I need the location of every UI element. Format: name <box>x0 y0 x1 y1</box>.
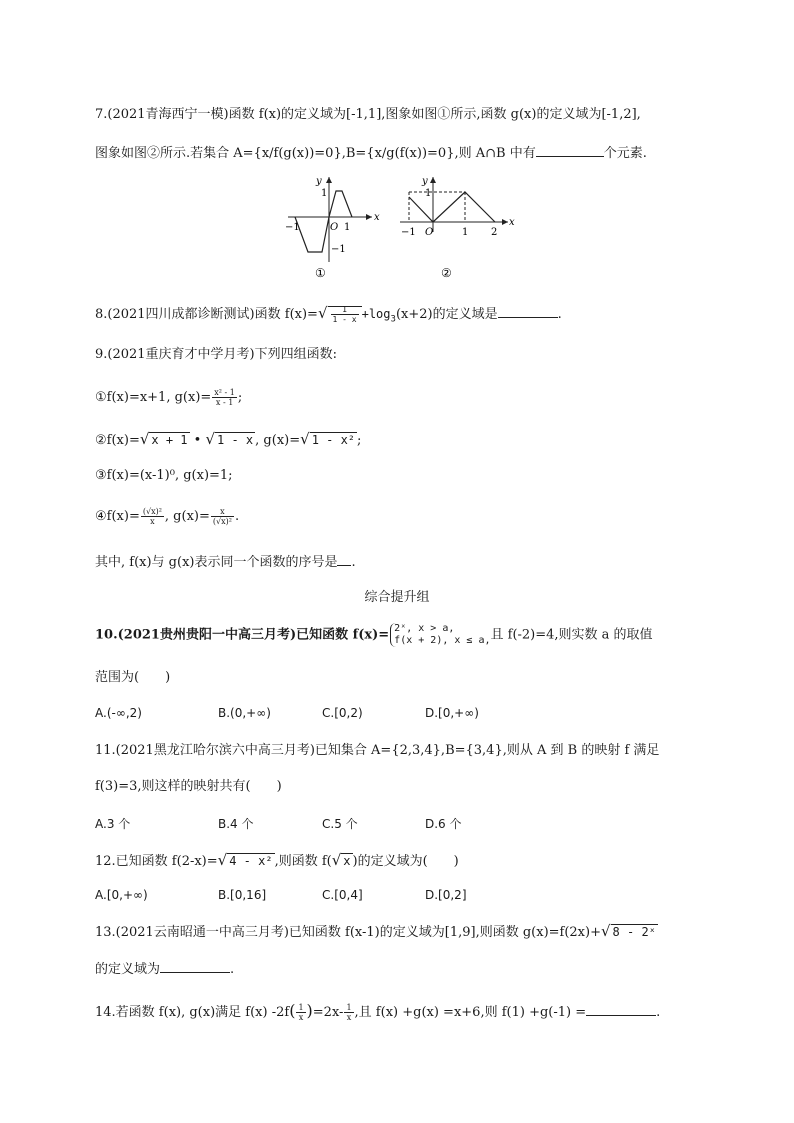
q10-line1 <box>95 623 653 647</box>
q9-item2-rad3: 1 - x² <box>311 433 356 447</box>
figure-2 <box>396 172 516 282</box>
q9-item4-den2: (√x)² <box>212 517 232 526</box>
fig1-neg1-x: −1 <box>285 222 300 233</box>
q12-text2: ,则函数 f( <box>274 854 332 869</box>
fig1-y-arrow <box>326 177 332 183</box>
q12-rad: 4 - x² <box>229 854 273 868</box>
q9-item4-g: , g(x)= <box>164 509 210 524</box>
q9-item4-end: . <box>234 509 240 524</box>
q7-answer-blank <box>536 142 604 157</box>
q14-frac1 <box>296 1003 305 1022</box>
q14-frac1-den: x <box>298 1013 304 1022</box>
q11-choice-a[interactable]: A.3 个 <box>95 817 131 831</box>
figure-1 <box>282 172 382 282</box>
fig2-x-arrow <box>502 219 508 225</box>
q11-choice-b[interactable]: B.4 个 <box>218 817 254 831</box>
fig2-caption: ② <box>441 266 452 280</box>
q9-item1-text: ①f(x)=x+1, g(x)= <box>95 390 212 405</box>
q8-log-arg: (x+2)的定义域是 <box>395 307 498 322</box>
fig2-y-label: y <box>422 176 428 187</box>
q13-line2 <box>95 958 234 979</box>
q9-item1-den: x - 1 <box>215 398 234 407</box>
q8-sqrt: √ $\frac{1}{1 - x}$ <box>318 304 362 324</box>
fig1-one-y: 1 <box>321 188 328 199</box>
q10-piecewise <box>390 623 490 647</box>
q9-item4-text: ④f(x)= <box>95 509 140 524</box>
q9-item2-end: ; <box>357 433 362 448</box>
fig2-neg1-x: −1 <box>401 227 416 238</box>
q12-text3: )的定义域为( ) <box>352 854 459 869</box>
section-heading: 综合提升组 <box>364 590 430 605</box>
fig2-x-label: x <box>509 217 515 228</box>
q14-text3: ,且 f(x) +g(x) =x+6,则 f(1) +g(-1) = <box>354 1005 587 1020</box>
q10-choice-d[interactable]: D.[0,+∞) <box>425 706 479 720</box>
q14-answer-blank <box>586 1001 656 1016</box>
q14-line <box>95 1001 660 1022</box>
q9-item1 <box>95 388 242 407</box>
q13-line1 <box>95 922 658 942</box>
fig1-y-label: y <box>316 176 322 187</box>
q12-choice-d[interactable]: D.[0,2] <box>425 888 467 902</box>
q12-choice-a[interactable]: A.[0,+∞) <box>95 888 148 902</box>
q11-line1: 11.(2021黑龙江哈尔滨六中高三月考)已知集合 A={2,3,4},B={3,4},则从 A 到 B 的映射 f 满足 <box>95 743 660 758</box>
q10-line2: 范围为( ) <box>95 670 171 685</box>
q8-answer-blank <box>498 303 558 318</box>
fig1-origin: O <box>330 222 339 233</box>
q11-choice-c[interactable]: C.5 个 <box>322 817 358 831</box>
q9-item4-num1: (√x)² <box>142 507 162 516</box>
q11-line2: f(3)=3,则这样的映射共有( ) <box>95 779 282 794</box>
q14-end: . <box>656 1005 661 1020</box>
q14-frac2-den: x <box>346 1013 352 1022</box>
q11-choice-d[interactable]: D.6 个 <box>425 817 462 831</box>
q9-item1-frac <box>212 388 237 407</box>
q7-line2-text: 图象如图②所示.若集合 A={x/f(g(x))=0},B={x/g(f(x))=0},则 A∩B 中有 <box>95 146 536 161</box>
q10-suffix: 且 f(-2)=4,则实数 a 的取值 <box>490 627 653 643</box>
q9-item2-sqrt3: √ 1 - x² <box>300 430 356 448</box>
q9-item4-frac1 <box>141 507 164 526</box>
q13-sqrt: √ 8 - 2ˣ <box>600 922 656 940</box>
q13-rad: 8 - 2ˣ <box>612 925 656 939</box>
q13-line2-text: 的定义域为 <box>95 962 161 977</box>
q10-choice-b[interactable]: B.(0,+∞) <box>218 706 271 720</box>
q12-choice-b[interactable]: B.[0,16] <box>218 888 267 902</box>
q7-line2 <box>95 142 647 163</box>
fig1-right-curve <box>329 191 352 217</box>
q14-text: 14.若函数 f(x), g(x)满足 f(x) -2f <box>95 1005 290 1020</box>
q9-item2-dot: • <box>189 433 206 448</box>
q13-end: . <box>230 962 235 977</box>
q10-choice-a[interactable]: A.(-∞,2) <box>95 706 142 720</box>
q9-item2 <box>95 430 361 450</box>
q9-item2-g: , g(x)= <box>255 433 301 448</box>
q14-paren-right: ) <box>306 1001 313 1020</box>
q9-item2-sqrt2: √ 1 - x <box>205 430 254 448</box>
q12-sqrt2: √ x <box>331 851 351 869</box>
q12-choice-c[interactable]: C.[0,4] <box>322 888 363 902</box>
fig2-y-arrow <box>430 177 436 183</box>
fig1-left-curve <box>295 217 329 252</box>
q14-frac1-num: 1 <box>298 1003 304 1012</box>
fig1-one-x: 1 <box>344 222 351 233</box>
q9-item2-rad1: x + 1 <box>151 433 188 447</box>
q13-answer-blank <box>160 958 230 973</box>
q9-item2-rad2: 1 - x <box>217 433 254 447</box>
q9-item2-sqrt1: √ x + 1 <box>139 430 188 448</box>
q14-frac2 <box>344 1003 353 1022</box>
q14-paren-left: ( <box>289 1001 296 1020</box>
q10-prefix: 10.(2021贵州贵阳一中高三月考)已知函数 f(x)= <box>95 627 390 643</box>
q9-item1-end: ; <box>237 390 243 405</box>
q9-item3: ③f(x)=(x-1)⁰, g(x)=1; <box>95 468 233 483</box>
q7-line2-end: 个元素. <box>603 146 647 161</box>
q10-case2: f(x + 2), x ≤ a, <box>394 635 491 646</box>
q10-choice-c[interactable]: C.[0,2) <box>322 706 363 720</box>
q14-frac2-num: 1 <box>346 1003 352 1012</box>
q8-line <box>95 303 562 329</box>
fig2-curve <box>409 192 495 222</box>
q8-frac-den: 1 - x <box>332 315 357 324</box>
q12-sqrt: √ 4 - x² <box>217 851 273 869</box>
q8-log: +log <box>361 307 391 321</box>
q9-item4-frac2 <box>211 507 234 526</box>
q13-text: 13.(2021云南昭通一中高三月考)已知函数 f(x-1)的定义域为[1,9],则函数 g(x)=f(2x)+ <box>95 925 601 940</box>
q12-rad2: x <box>343 854 351 868</box>
q7-line1: 7.(2021青海西宁一模)函数 f(x)的定义域为[-1,1],图象如图①所示,函数 g(x)的定义域为[-1,2], <box>95 107 641 122</box>
q9-conclusion-text: 其中, f(x)与 g(x)表示同一个函数的序号是 <box>95 555 338 570</box>
q14-text2: =2x- <box>312 1005 344 1020</box>
q12-line <box>95 851 459 871</box>
q9-conclusion-end: . <box>351 555 356 570</box>
q8-log-base: 3 <box>390 314 396 325</box>
q12-text: 12.已知函数 f(2-x)= <box>95 854 218 869</box>
q9-title: 9.(2021重庆育才中学月考)下列四组函数: <box>95 347 338 362</box>
q8-prefix: 8.(2021四川成都诊断测试)函数 f(x)= <box>95 307 318 322</box>
q9-conclusion <box>95 551 356 572</box>
q10-case1: 2ˣ, x > a, <box>394 623 455 634</box>
q9-item4 <box>95 507 239 526</box>
fig2-one-x: 1 <box>462 227 469 238</box>
q8-frac-num: 1 <box>331 305 359 315</box>
q9-item2-text: ②f(x)= <box>95 433 140 448</box>
q8-end: . <box>557 307 562 322</box>
q9-item1-num: x² - 1 <box>214 388 235 397</box>
fig2-origin: O <box>425 227 434 238</box>
q9-answer-blank <box>337 551 351 566</box>
fig1-x-arrow <box>366 214 372 220</box>
fig1-neg1-y: −1 <box>331 244 346 255</box>
fig1-caption: ① <box>315 266 326 280</box>
fig2-one-y: 1 <box>425 188 432 199</box>
q9-item4-num2: x <box>211 507 234 517</box>
fig2-two-x: 2 <box>491 227 498 238</box>
q9-item4-den1: x <box>150 517 155 526</box>
fig1-x-label: x <box>374 212 380 223</box>
